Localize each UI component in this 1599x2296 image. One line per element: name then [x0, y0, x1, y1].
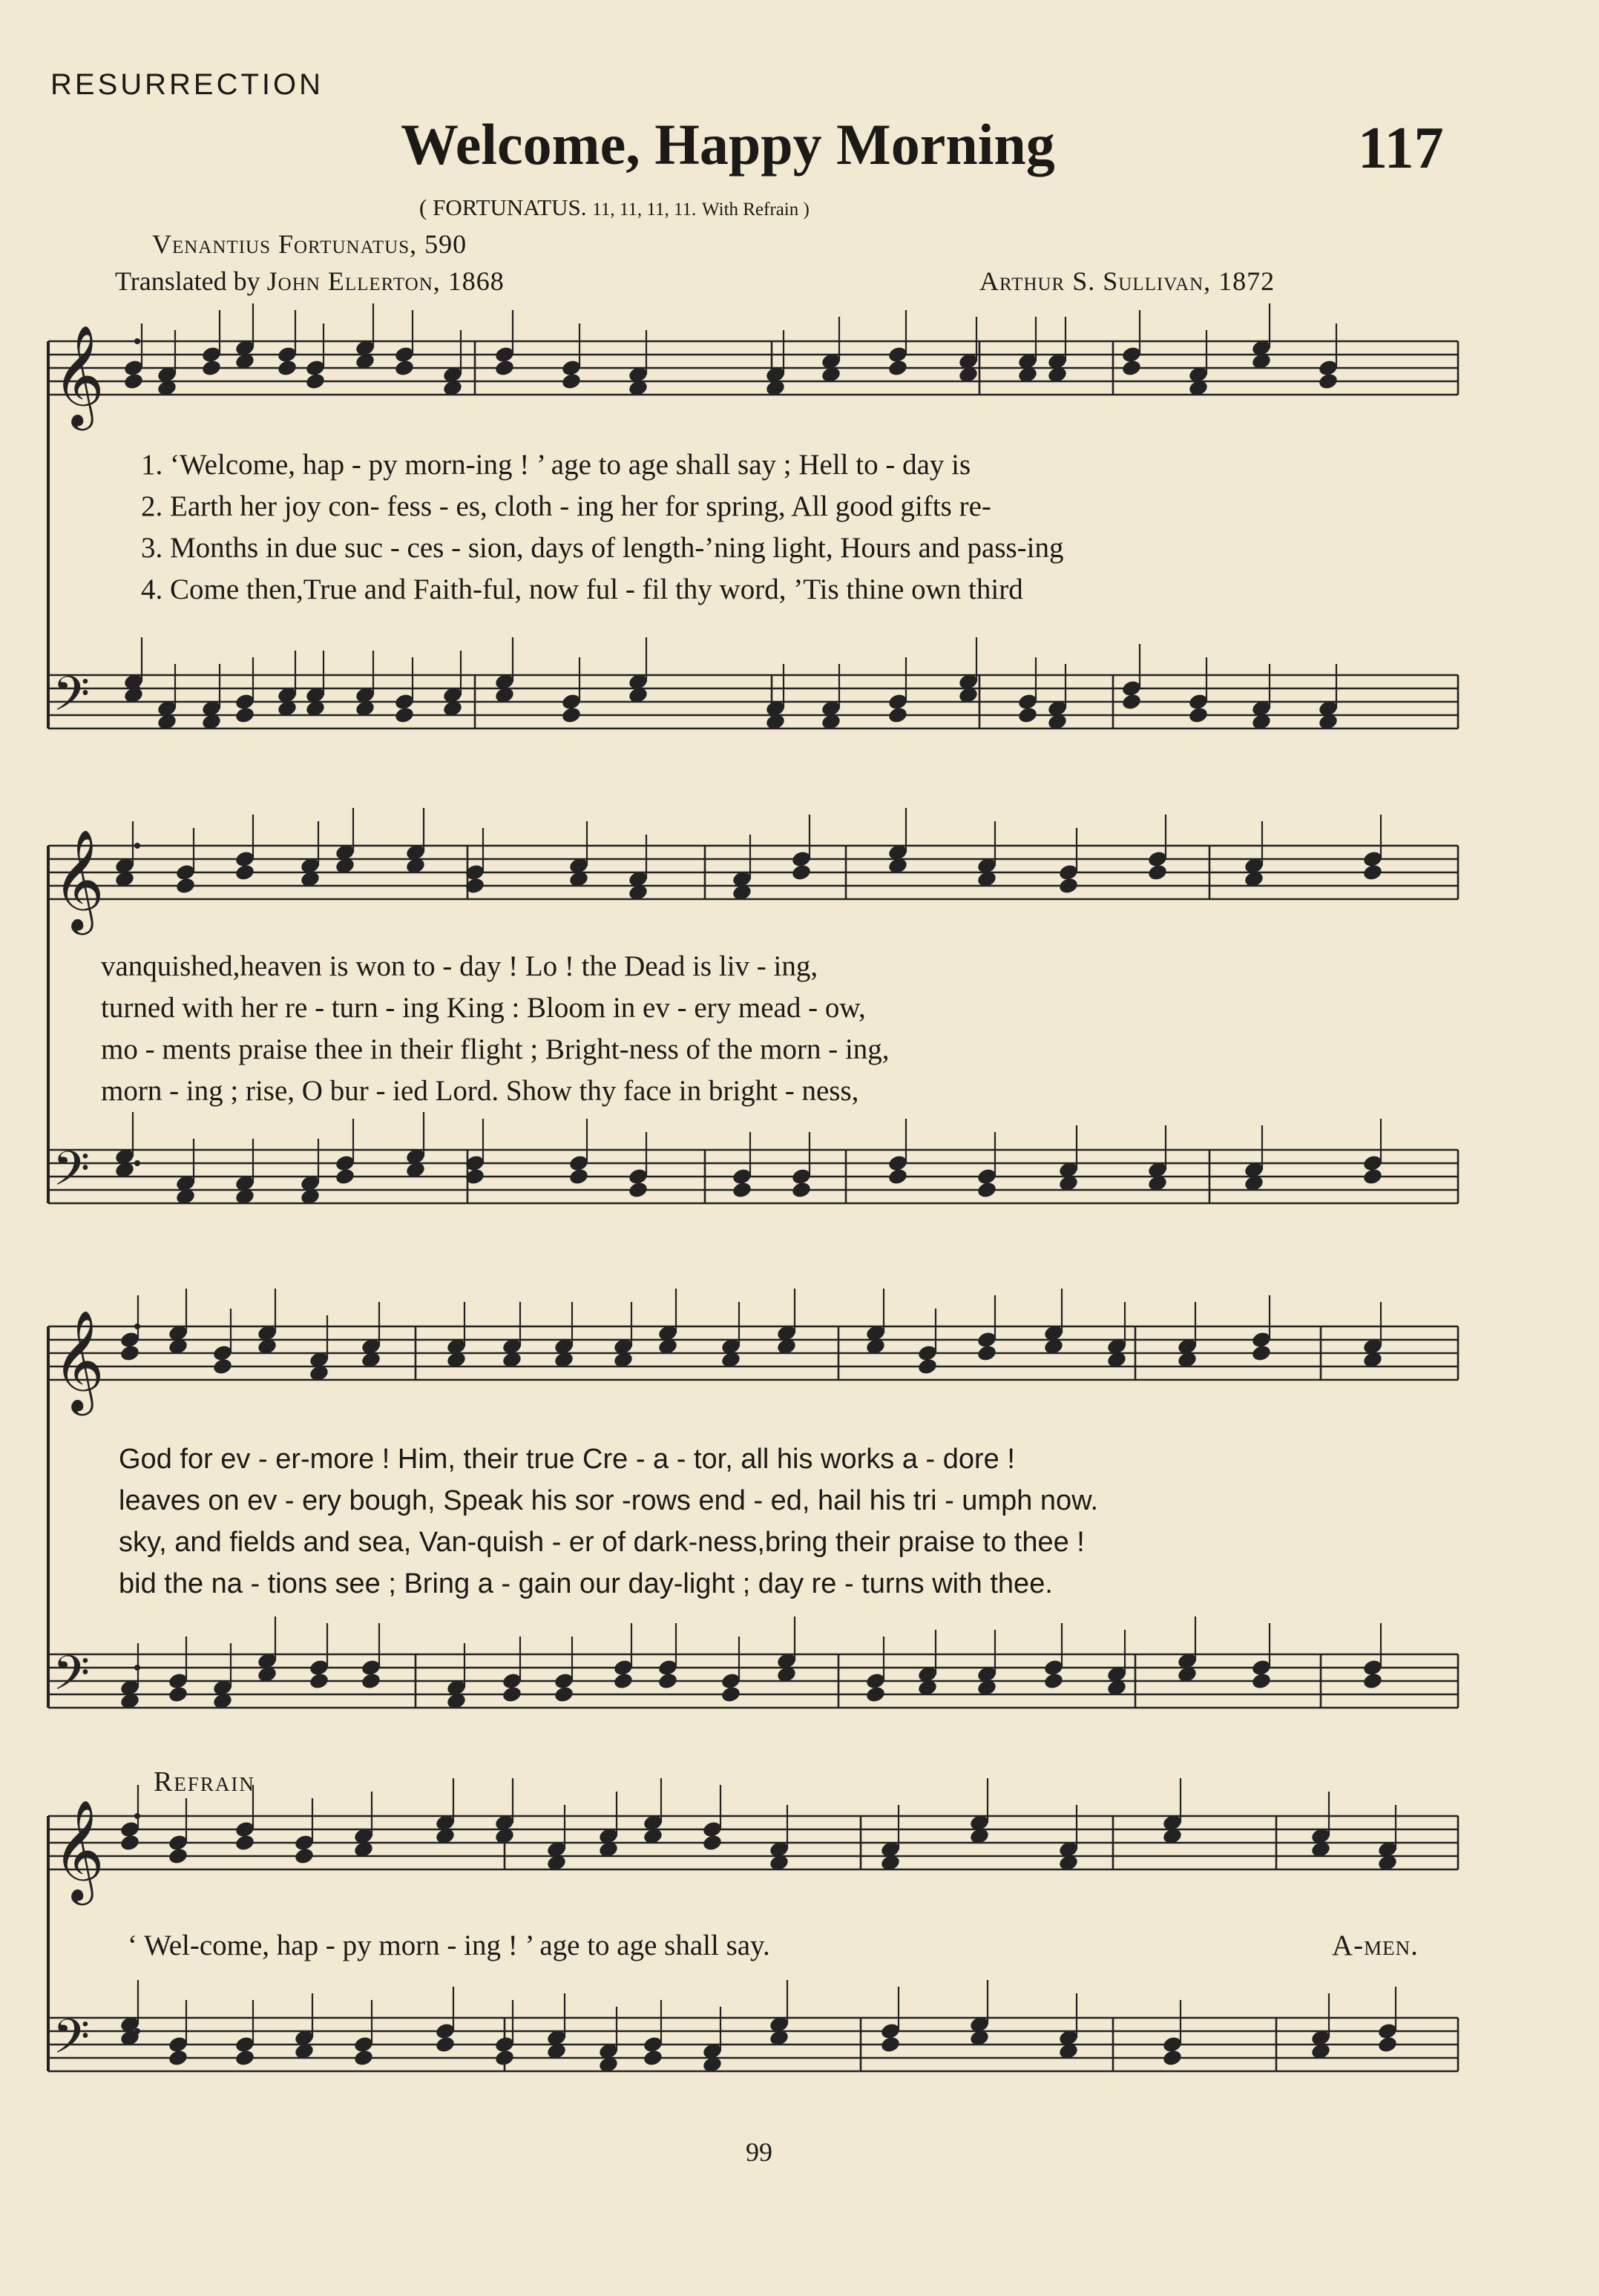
system2-verse3: mo - ments praise thee in their flight ; Bright-ness of the morn - ing,: [101, 1033, 890, 1065]
system3-verse3: sky, and fields and sea, Van-quish - er of dark-ness,bring their praise to thee !: [119, 1527, 1085, 1558]
system1-verse1: 1. ‘Welcome, hap - py morn-ing ! ’ age to age shall say ; Hell to - day is: [141, 449, 971, 481]
composer-credit: Arthur S. Sullivan, 1872: [979, 266, 1275, 296]
page-number: 99: [746, 2137, 772, 2167]
note-head: [168, 2048, 189, 2067]
note-head: [168, 1846, 189, 1865]
section-label: RESURRECTION: [50, 68, 324, 101]
treble-clef-icon: 𝄞: [53, 1798, 105, 1901]
note-head: [1377, 2035, 1399, 2053]
system2-verse4: morn - ing ; rise, O bur - ied Lord. Show thy face in bright - ness,: [101, 1075, 859, 1107]
refrain-note: With Refrain ): [702, 200, 810, 220]
system2-verse2: turned with her re - turn - ing King : Bloom in ev - ery mead - ow,: [101, 992, 866, 1024]
hymn-title: Welcome, Happy Morning: [401, 112, 1055, 177]
note-head: [294, 1846, 315, 1865]
note-head: [494, 2048, 516, 2067]
system2-verse1: vanquished,heaven is won to - day ! Lo ! the Dead is liv - ing,: [101, 950, 818, 982]
note-head: [234, 2048, 256, 2067]
note-head: [119, 1833, 141, 1852]
treble-clef-icon: 𝄞: [53, 323, 105, 426]
bass-clef-icon: 𝄢: [53, 2010, 91, 2076]
refrain-lyrics: ‘ Wel-come, hap - py morn - ing ! ’ age to age shall say.: [128, 1930, 770, 1961]
note-head: [702, 1833, 723, 1852]
tune-name: ( FORTUNATUS.: [419, 194, 587, 220]
system3-verse2: leaves on ev - ery bough, Speak his sor -rows end - ed, hail his tri - umph now.: [119, 1485, 1099, 1516]
author-credit: Venantius Fortunatus, 590: [152, 229, 467, 259]
bass-staff: [48, 1980, 1458, 2076]
translator-name: John Ellerton, 1868: [266, 266, 505, 296]
bass-clef-icon: 𝄢: [53, 1142, 91, 1208]
note-head: [435, 2035, 456, 2053]
treble-staff: [48, 1778, 1458, 1905]
amen-lyric: A-men.: [1332, 1930, 1419, 1961]
translator-prefix: Translated by: [115, 266, 260, 296]
system3-verse4: bid the na - tions see ; Bring a - gain our day-light ; day re - turns with thee.: [119, 1568, 1053, 1599]
note-head: [643, 2048, 664, 2067]
bass-clef-icon: 𝄢: [53, 667, 91, 734]
treble-clef-icon: 𝄞: [53, 828, 105, 930]
system1-verse4: 4. Come then,True and Faith-ful, now ful - fil thy word, ’Tis thine own third: [141, 573, 1023, 605]
hymn-number: 117: [1358, 116, 1444, 181]
system1-verse3: 3. Months in due suc - ces - sion, days of length-’ning light, Hours and pass-ing: [141, 532, 1064, 564]
note-head: [234, 1833, 256, 1852]
system3-verse1: God for ev - er-more ! Him, their true Cre - a - tor, all his works a - dore !: [119, 1444, 1015, 1475]
refrain-label: Refrain: [154, 1766, 255, 1797]
note-head: [353, 2048, 375, 2067]
note-head: [1162, 2048, 1183, 2067]
bass-clef-icon: 𝄢: [53, 1646, 91, 1713]
treble-clef-icon: 𝄞: [53, 1309, 105, 1411]
system1-verse2: 2. Earth her joy con- fess - es, cloth - ing her for spring, All good gifts re-: [141, 490, 991, 522]
note-head: [880, 2035, 902, 2053]
meter: 11, 11, 11, 11.: [592, 200, 697, 220]
